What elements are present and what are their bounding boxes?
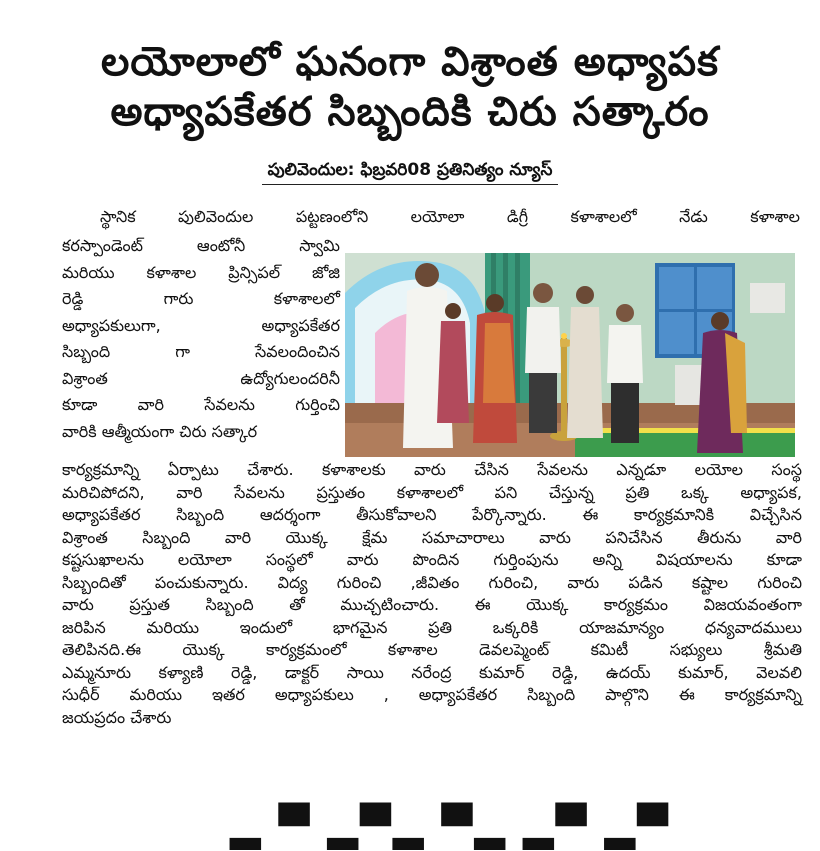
body-line: జరిపిన మరియు ఇందులో భాగమైన ప్రతి ఒక్కరికి యాజమాన్యం ధన్యవాదములు [62,617,802,637]
body-line: కార్యక్రమాన్ని ఏర్పాటు చేశారు. కళాశాలకు వారు చేసిన సేవలను ఎన్నడూ లయోల సంస్థ [62,460,802,479]
side-line: కరస్పాండెంట్ ఆంటోనీ స్వామి [62,236,340,255]
side-line: అధ్యాపకులుగా, అధ్యాపకేతర [62,315,340,335]
side-column-text [62,233,340,445]
body-line: ఎమ్మనూరు కళ్యాణి రెడ్డి, డాక్టర్ సాయి నరేంద్ర కుమార్ రెడ్డి, ఉదయ్ కుమార్, వెలవలి [62,662,802,682]
side-line: వారికి ఆత్మీయంగా చిరు సత్కార [62,421,258,441]
body-line: విశ్రాంత సిబ్బంది వారి యొక్క క్షేమ సమాచారాలు వారు పనిచేసిన తీరును వారి [62,527,802,547]
next-headline-cutoff [230,803,730,850]
intro-line: స్థానిక పులివెందుల పట్టణంలోని లయోలా డిగ్రీ కళాశాలలో నేడు కళాశాల [100,207,800,226]
lamp-lighting-ceremony-photo-icon [345,253,795,457]
body-line: జయప్రదం చేశారు [62,707,172,727]
article-body [62,459,802,729]
side-line: సిబ్బంది గా సేవలందించిన [62,342,340,361]
body-line: తెలిపినది.ఈ యొక్క కార్యక్రమంలో కళాశాల డెవలప్మెంట్ కమిటీ సభ్యులు శ్రీమతి [62,640,802,659]
headline-line-2: అధ్యాపకేతర సిబ్బందికి చిరు సత్కారం [110,89,710,135]
side-line: కూడా వారి సేవలను గుర్తించి [62,395,340,414]
side-line: మరియు కళాశాల ప్రిన్సిపల్ జోజి [62,262,340,282]
body-line: సిబ్బందితో పంచుకున్నారు. విద్య గురించి ,జీవితం గురించి, వారు పడిన కష్టాల గురించి [62,572,802,592]
body-line: సుధీర్ మరియు ఇతర అధ్యాపకులు , అధ్యాపకేతర సిబ్బంది పాల్గొని ఈ కార్యక్రమాన్ని [62,685,802,704]
body-line: మరిచిపోదని, వారి సేవలను ప్రస్తుతం కళాశాలలో పని చేస్తున్న ప్రతి ఒక్క అధ్యాపక, [62,482,802,502]
next-headline-fragment-icon: ▂ ▀ ▂▀▂ ▀▂ ▂▀ ▂▀ [230,804,671,850]
dateline [0,158,820,185]
event-photo [345,253,795,457]
headline-line-1: లయోలాలో ఘనంగా విశ్రాంత అధ్యాపక [101,39,719,85]
body-line: అధ్యాపకేతర సిబ్బంది ఆదర్శంగా తీసుకోవాలని పేర్కొన్నారు. ఈ కార్యక్రమానికి విచ్చేసిన [62,505,802,524]
body-line: కష్టసుఖాలను లయోలా సంస్థలో వారు పొందిన గుర్తింపును అన్ని విషయాలను కూడా [62,550,802,569]
dateline-text: పులివెందుల: ఫిబ్రవరి08 ప్రతినిత్యం న్యూస్ [262,158,559,185]
side-line: రెడ్డి గారు కళాశాలలో [62,289,340,308]
side-line: విశ్రాంత ఉద్యోగులందరినీ [62,368,340,388]
body-line: వారు ప్రస్తుత సిబ్బంది తో ముచ్చటించారు. ఈ యొక్క కార్యక్రమం విజయవంతంగా [62,595,802,614]
